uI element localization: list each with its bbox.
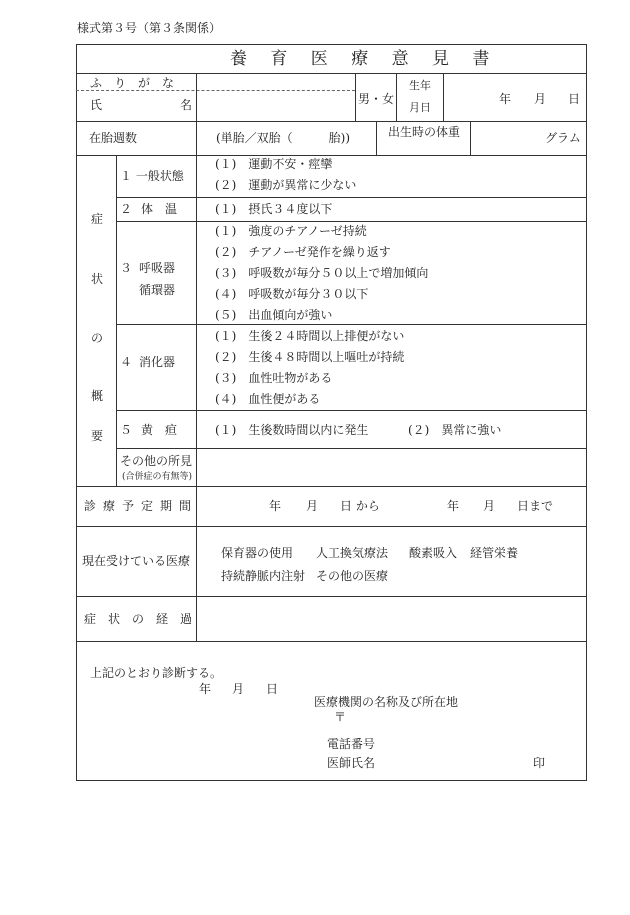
category-resp-num: ３ xyxy=(120,261,133,275)
furigana-field[interactable] xyxy=(197,74,354,90)
treatment-period-label: 診療予定期間 xyxy=(84,499,199,513)
general-item-1[interactable]: (１) 運動不安・痙攣 xyxy=(215,157,333,171)
symptom-label-5: 要 xyxy=(91,429,104,443)
period-from-month: 月 xyxy=(306,499,319,513)
category-temp: 体 温 xyxy=(141,202,178,216)
resp-item-4[interactable]: (４) 呼吸数が毎分３０以下 xyxy=(215,287,369,301)
resp-item-2[interactable]: (２) チアノーゼ発作を繰り返す xyxy=(215,245,391,259)
birth-label-top: 生年 xyxy=(409,79,431,92)
symptom-course-field[interactable] xyxy=(197,597,585,640)
current-ventilation[interactable]: 人工換気療法 xyxy=(316,546,389,560)
digest-item-1[interactable]: (１) 生後２４時間以上排便がない xyxy=(215,329,405,343)
birth-day: 日 xyxy=(568,92,581,106)
other-findings-label: その他の所見 xyxy=(120,454,193,468)
symptom-label-1: 症 xyxy=(91,212,104,226)
general-item-2[interactable]: (２) 運動が異常に少ない xyxy=(215,178,357,192)
doctor-name-label: 医師氏名 xyxy=(327,756,376,770)
resp-item-5[interactable]: (５) 出血傾向が強い xyxy=(215,308,333,322)
current-incubator[interactable]: 保育器の使用 xyxy=(221,546,294,560)
current-oxygen[interactable]: 酸素吸入 xyxy=(409,546,458,560)
jaundice-item-2[interactable]: (２) 異常に強い xyxy=(408,423,502,437)
phone-label: 電話番号 xyxy=(327,737,376,751)
birth-label-bottom: 月日 xyxy=(409,101,431,114)
gender-option[interactable]: 男・女 xyxy=(358,92,395,106)
jaundice-item-1[interactable]: (１) 生後数時間以内に発生 xyxy=(215,423,369,437)
symptom-label-2: 状 xyxy=(91,272,104,286)
form-number: 様式第３号（第３条関係） xyxy=(77,21,222,35)
temp-item-1[interactable]: (１) 摂氏３４度以下 xyxy=(215,202,333,216)
resp-item-3[interactable]: (３) 呼吸数が毎分５０以上で増加傾向 xyxy=(215,266,429,280)
digest-item-2[interactable]: (２) 生後４８時間以上嘔吐が持続 xyxy=(215,350,405,364)
other-findings-field[interactable] xyxy=(197,449,585,485)
other-findings-note: (合併症の有無等) xyxy=(122,472,193,482)
category-temp-num: ２ xyxy=(120,202,133,216)
current-tube-feeding[interactable]: 経管栄養 xyxy=(470,546,519,560)
name-label: 氏名 xyxy=(90,98,271,112)
current-other[interactable]: その他の医療 xyxy=(316,569,389,583)
category-jaundice-num: ５ xyxy=(120,423,133,437)
gestation-value[interactable]: (単胎／双胎（ 胎)) xyxy=(216,131,351,145)
category-general: １ 一般状態 xyxy=(120,169,184,183)
period-from-year: 年 xyxy=(269,499,282,513)
birth-month: 月 xyxy=(534,92,547,106)
period-to-month: 月 xyxy=(483,499,496,513)
period-to-year: 年 xyxy=(447,499,460,513)
category-digest: 消化器 xyxy=(139,355,176,369)
category-circ: 循環器 xyxy=(139,283,176,297)
gram-unit: グラム xyxy=(545,131,581,145)
symptom-label-3: の xyxy=(91,331,104,345)
diagnosis-year: 年 xyxy=(199,682,212,696)
resp-item-1[interactable]: (１) 強度のチアノーゼ持続 xyxy=(215,224,367,238)
diagnosis-statement: 上記のとおり診断する。 xyxy=(90,666,223,680)
symptom-course-label: 症状の経過 xyxy=(84,612,205,626)
form-title: 養 育 医 療 意 見 書 xyxy=(230,49,499,69)
diagnosis-day: 日 xyxy=(266,682,279,696)
furigana-label: ふりがな xyxy=(90,76,187,90)
birth-year: 年 xyxy=(499,92,512,106)
category-digest-num: ４ xyxy=(120,355,133,369)
category-resp: 呼吸器 xyxy=(139,261,176,275)
postal-mark: 〒 xyxy=(334,710,347,724)
birth-weight-label: 出生時の体重 xyxy=(388,125,461,139)
diagnosis-month: 月 xyxy=(232,682,245,696)
gestation-label: 在胎週数 xyxy=(89,131,138,145)
name-field[interactable] xyxy=(197,92,354,120)
facility-label: 医療機関の名称及び所在地 xyxy=(314,695,459,709)
period-to-day: 日まで xyxy=(517,499,554,513)
current-iv[interactable]: 持続静脈内注射 xyxy=(221,569,306,583)
category-jaundice: 黄 疸 xyxy=(141,423,178,437)
digest-item-3[interactable]: (３) 血性吐物がある xyxy=(215,371,333,385)
seal-mark: 印 xyxy=(533,756,546,770)
period-from-day: 日 から xyxy=(340,499,380,513)
digest-item-4[interactable]: (４) 血性便がある xyxy=(215,392,321,406)
current-treatment-label: 現在受けている医療 xyxy=(82,554,191,568)
symptom-label-4: 概 xyxy=(91,389,104,403)
